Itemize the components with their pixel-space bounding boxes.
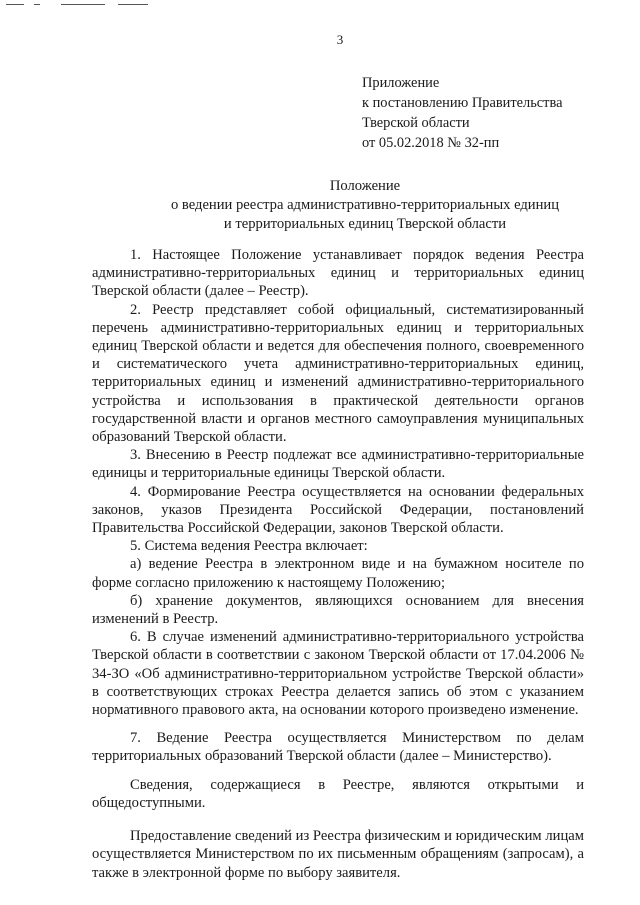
document-body bbox=[92, 246, 584, 882]
paragraph-2: 2. Реестр представляет собой официальный, систематизированный перечень административно-территориальных единиц и территориальных единиц Тверской области и ведется для обеспечения полного, своевременного и систематического учета административно-территориальных единиц, территориальных единиц и изменений административно-территориального устройства и использования в практической деятельности органов государственной власти и органов местного самоуправления муниципальных образований Тверской области. bbox=[92, 301, 584, 446]
appendix-line-3: Тверской области bbox=[362, 115, 470, 131]
page-number: 3 bbox=[336, 32, 344, 47]
appendix-line-4: от 05.02.2018 № 32-пп bbox=[362, 135, 500, 151]
appendix-line-1: Приложение bbox=[362, 75, 440, 91]
paragraph-3: 3. Внесению в Реестр подлежат все административно-территориальные единицы и территориальные единицы Тверской области. bbox=[92, 447, 584, 482]
document-title bbox=[130, 177, 600, 234]
paragraph-4: 4. Формирование Реестра осуществляется на основании федеральных законов, указов Президента Российской Федерации, постановлений Правительства Российской Федерации, законов Тверской области. bbox=[92, 483, 584, 537]
paragraph-7-provision: Предоставление сведений из Реестра физическим и юридическим лицам осуществляется Министерством по их письменным обращениям (запросам), а также в электронной форме по выбору заявителя. bbox=[92, 828, 584, 881]
paragraph-7: 7. Ведение Реестра осуществляется Министерством по делам территориальных образований Тверской области (далее – Министерство). bbox=[92, 730, 584, 765]
title-line-3: и территориальных единиц Тверской области bbox=[223, 216, 507, 232]
scan-artifact-marks bbox=[6, 3, 156, 7]
title-line-1: Положение bbox=[329, 178, 401, 194]
paragraph-5b: б) хранение документов, являющихся основанием для внесения изменений в Реестр. bbox=[92, 592, 584, 628]
appendix-line-2: к постановлению Правительства bbox=[362, 95, 563, 111]
paragraph-6: 6. В случае изменений административно-территориального устройства Тверской области в соответствии с законом Тверской области от 17.04.2006 № 34-ЗО «Об административно-территориальном устройстве Тверской области» в соответствующих строках Реестра делается запись об этом с указанием нормативного правового акта, на основании которого произведено изменение. bbox=[92, 629, 584, 719]
paragraph-7-info: Сведения, содержащиеся в Реестре, являются открытыми и общедоступными. bbox=[92, 776, 584, 811]
appendix-block bbox=[362, 73, 632, 153]
title-line-2: о ведении реестра административно-территориальных единиц bbox=[170, 197, 560, 213]
paragraph-1: 1. Настоящее Положение устанавливает порядок ведения Реестра административно-территориальных единиц и территориальных единиц Тверской области (далее – Реестр). bbox=[92, 247, 584, 300]
paragraph-5: 5. Система ведения Реестра включает: bbox=[130, 538, 368, 555]
paragraph-5a: а) ведение Реестра в электронном виде и на бумажном носителе по форме согласно приложению к настоящему Положению; bbox=[92, 556, 584, 591]
